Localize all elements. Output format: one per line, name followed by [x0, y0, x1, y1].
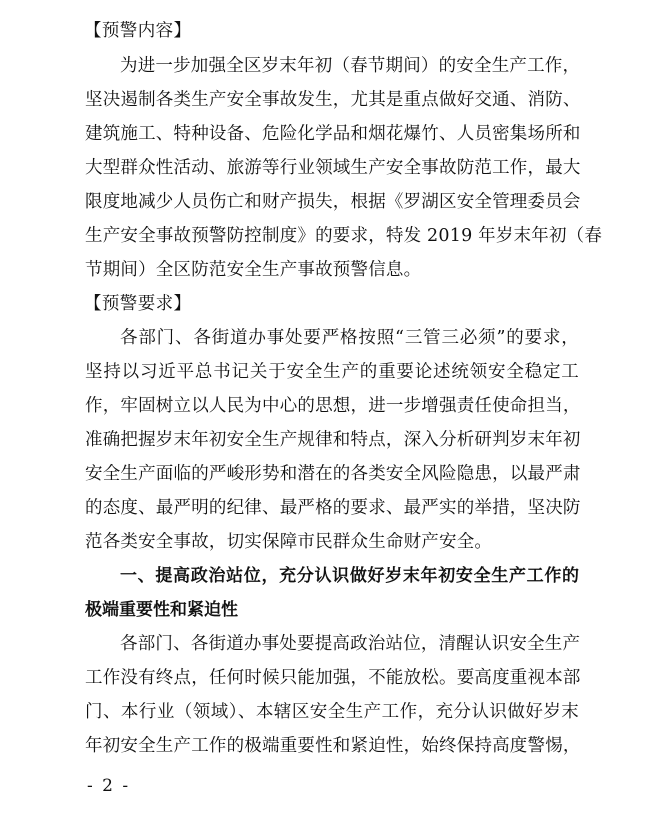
paragraph-line: 工作没有终点，任何时候只能加强，不能放松。要高度重视本部: [85, 668, 581, 688]
paragraph-line: 坚持以习近平总书记关于安全生产的重要论述统领安全稳定工: [85, 362, 579, 382]
paragraph-line: 安全生产面临的严峻形势和潜在的各类安全风险隐患，以最严肃: [85, 464, 581, 484]
paragraph-line: 各部门、各街道办事处要严格按照“三管三必须”的要求，: [120, 328, 579, 348]
paragraph-line: 的态度、最严明的纪律、最严格的要求、最严实的举措，坚决防: [85, 498, 581, 518]
paragraph-line: 节期间）全区防范安全生产事故预警信息。: [85, 260, 422, 280]
page-number: - 2 -: [87, 776, 131, 796]
paragraph-line: 各部门、各街道办事处要提高政治站位，清醒认识安全生产: [120, 634, 581, 654]
paragraph-line: 生产安全事故预警防控制度》的要求，特发 2019 年岁末年初（春: [85, 226, 603, 246]
paragraph-line: 年初安全生产工作的极端重要性和紧迫性，始终保持高度警惕，: [85, 736, 581, 756]
paragraph-line: 限度地减少人员伤亡和财产损失，根据《罗湖区安全管理委员会: [85, 192, 581, 212]
section-one-title: 一、提高政治站位，充分认识做好岁末年初安全生产工作的: [120, 566, 579, 586]
paragraph-line: 建筑施工、特种设备、危险化学品和烟花爆竹、人员密集场所和: [85, 124, 581, 144]
paragraph-line: 为进一步加强全区岁末年初（春节期间）的安全生产工作，: [120, 56, 581, 76]
paragraph-line: 作，牢固树立以人民为中心的思想，进一步增强责任使命担当，: [85, 396, 581, 416]
paragraph-line: 门、本行业（领域）、本辖区安全生产工作，充分认识做好岁末: [85, 702, 579, 722]
paragraph-line: 准确把握岁末年初安全生产规律和特点，深入分析研判岁末年初: [85, 430, 581, 450]
warning-content-heading: 【预警内容】: [84, 21, 192, 41]
paragraph-line: 坚决遏制各类生产安全事故发生，尤其是重点做好交通、消防、: [85, 90, 581, 110]
paragraph-line: 范各类安全事故，切实保障市民群众生命财产安全。: [85, 532, 493, 552]
section-one-title: 极端重要性和紧迫性: [85, 600, 238, 620]
paragraph-line: 大型群众性活动、旅游等行业领域生产安全事故防范工作，最大: [85, 158, 581, 178]
warning-requirements-heading: 【预警要求】: [84, 294, 192, 314]
